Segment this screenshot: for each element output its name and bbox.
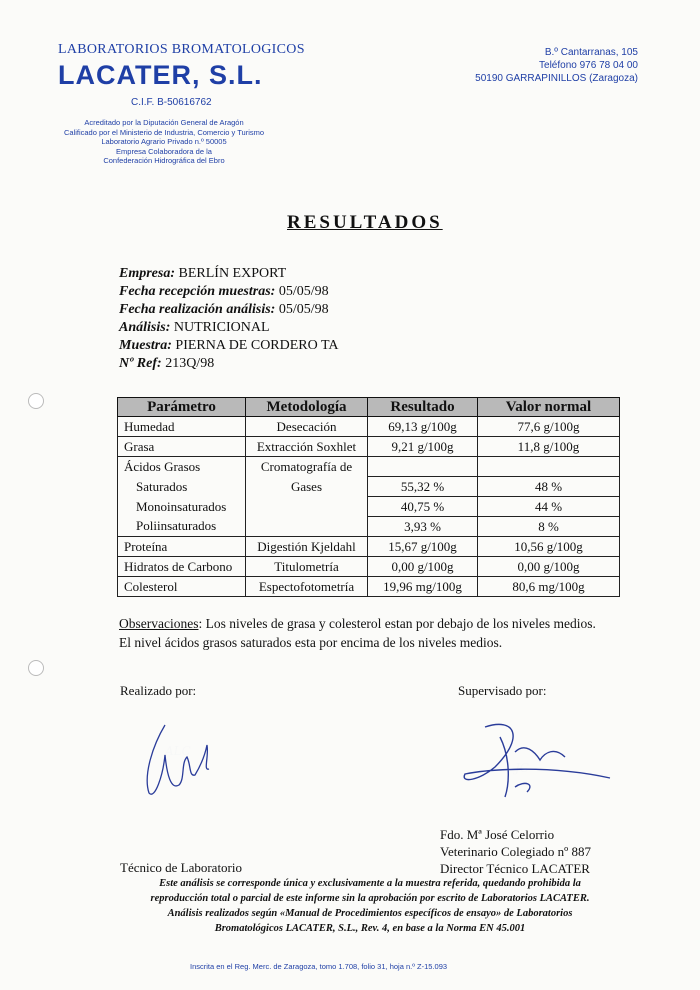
- punch-hole: [28, 660, 44, 676]
- signature-right-text: [512, 761, 529, 775]
- legal-line: Bromatológicos LACATER, S.L., Rev. 4, en base a la Norma EN 45.001: [214, 923, 526, 934]
- supervisor-role: Director Técnico LACATER: [440, 861, 590, 876]
- info-label: Fecha recepción muestras:: [119, 284, 276, 299]
- info-empresa: [119, 266, 286, 282]
- lab-name: LABORATORIOS BROMATOLOGICOS: [58, 42, 305, 57]
- table-row: [118, 457, 620, 477]
- table-row: [118, 477, 620, 497]
- legal-line: reproducción total o parcial de este informe sin la aprobación por escrito de Laboratorios LACATER.: [150, 893, 590, 904]
- table-row: [118, 557, 620, 577]
- legal-line: Análisis realizados según «Manual de Procedimientos específicos de ensayo» de Laboratorios: [167, 908, 573, 919]
- company-name: LACATER, S.L.: [58, 60, 263, 90]
- cell-metodologia: Gases: [246, 477, 368, 497]
- header-parametro: Parámetro: [118, 398, 246, 417]
- results-table: [117, 397, 620, 597]
- observations-text-2: El nivel ácidos grasos saturados esta por encima de los niveles medios.: [119, 635, 503, 650]
- cell-parametro: Hidratos de Carbono: [118, 557, 246, 577]
- cell-parametro: Saturados: [118, 477, 246, 497]
- accreditation-line: Calificado por el Ministerio de Industria, Comercio y Turismo: [63, 127, 265, 137]
- cell-parametro: Colesterol: [118, 577, 246, 597]
- info-fecha-recepcion: [119, 284, 329, 300]
- table-row: [118, 537, 620, 557]
- info-analisis: [119, 320, 270, 336]
- cell-metodologia: Digestión Kjeldahl: [246, 537, 368, 557]
- cell-parametro: Monoinsaturados: [118, 497, 246, 517]
- table-row: [118, 437, 620, 457]
- accreditation-line: Empresa Colaboradora de la: [116, 146, 212, 156]
- supervisor-colegiado: Veterinario Colegiado nº 887: [440, 844, 591, 859]
- cell-valor-normal: 77,6 g/100g: [478, 417, 620, 437]
- cell-resultado: [368, 457, 478, 477]
- registry-line: Inscrita en el Reg. Merc. de Zaragoza, tomo 1.708, folio 31, hoja n.º Z-15.093: [190, 962, 448, 971]
- cell-parametro: Humedad: [118, 417, 246, 437]
- accreditation-line: Acreditado por la Diputación General de Aragón: [84, 118, 244, 127]
- cell-resultado: 55,32 %: [368, 477, 478, 497]
- cell-parametro: Proteína: [118, 537, 246, 557]
- address-block: [475, 46, 638, 85]
- observations: [119, 614, 629, 652]
- accreditation-line: Confederación Hidrográfica del Ebro: [103, 156, 225, 165]
- cell-valor-normal: 80,6 mg/100g: [478, 577, 620, 597]
- cell-resultado: 3,93 %: [368, 517, 478, 537]
- header-valor-normal: Valor normal: [478, 398, 620, 417]
- table-row: [118, 577, 620, 597]
- table-row: [118, 417, 620, 437]
- supervisor-block: [440, 826, 591, 877]
- info-label: Análisis:: [119, 320, 171, 335]
- legal-line: Este análisis se corresponde única y exclusivamente a la muestra referida, quedando prohibida la: [159, 878, 581, 889]
- table-row: [118, 517, 620, 537]
- cell-valor-normal: 44 %: [478, 497, 620, 517]
- info-value: 05/05/98: [278, 302, 329, 317]
- legal-notice: [100, 876, 640, 936]
- cell-valor-normal: 11,8 g/100g: [478, 437, 620, 457]
- page-title: RESULTADOS: [287, 212, 443, 233]
- cell-valor-normal: 0,00 g/100g: [478, 557, 620, 577]
- info-value: 213Q/98: [165, 356, 215, 371]
- info-referencia: [119, 356, 214, 372]
- cell-parametro: Grasa: [118, 437, 246, 457]
- info-label: Nº Ref:: [119, 356, 162, 371]
- city-line: 50190 GARRAPINILLOS (Zaragoza): [475, 73, 638, 84]
- cell-metodologia: Cromatografía de: [246, 457, 368, 477]
- header-metodologia: Metodología: [246, 398, 368, 417]
- header-resultado: Resultado: [368, 398, 478, 417]
- cell-resultado: 9,21 g/100g: [368, 437, 478, 457]
- info-value: BERLÍN EXPORT: [178, 266, 287, 281]
- phone-line: Teléfono 976 78 04 00: [539, 60, 638, 71]
- signature-left-stroke: [147, 725, 209, 794]
- cell-valor-normal: [478, 457, 620, 477]
- cell-metodologia: Titulometría: [246, 557, 368, 577]
- info-fecha-analisis: [119, 302, 329, 318]
- address-line: B.º Cantarranas, 105: [544, 47, 638, 58]
- supervisor-name: Fdo. Mª José Celorrio: [440, 827, 555, 842]
- cell-parametro: Poliinsaturados: [118, 517, 246, 537]
- info-value: PIERNA DE CORDERO TA: [175, 338, 339, 353]
- cell-metodologia: Desecación: [246, 417, 368, 437]
- signature-right-stroke: [464, 724, 610, 797]
- realizado-label: Realizado por:: [120, 683, 197, 698]
- cif: C.I.F. B-50616762: [131, 97, 212, 108]
- cell-valor-normal: 8 %: [478, 517, 620, 537]
- supervisado-label: Supervisado por:: [458, 683, 547, 698]
- cell-valor-normal: 48 %: [478, 477, 620, 497]
- technician-role: Técnico de Laboratorio: [120, 860, 242, 875]
- signature-left: [135, 705, 225, 805]
- cell-resultado: 0,00 g/100g: [368, 557, 478, 577]
- info-value: 05/05/98: [278, 284, 329, 299]
- info-muestra: [119, 338, 339, 354]
- info-label: Fecha realización análisis:: [119, 302, 276, 317]
- info-label: Empresa:: [119, 266, 175, 281]
- observations-line-1: [119, 614, 629, 633]
- cell-resultado: 19,96 mg/100g: [368, 577, 478, 597]
- info-value: NUTRICIONAL: [173, 320, 270, 335]
- cell-metodologia: [246, 517, 368, 537]
- cell-resultado: 69,13 g/100g: [368, 417, 478, 437]
- cell-valor-normal: 10,56 g/100g: [478, 537, 620, 557]
- cell-metodologia: [246, 497, 368, 517]
- table-row: [118, 497, 620, 517]
- signature-left-text: [164, 744, 191, 758]
- cell-metodologia: Espectofotometría: [246, 577, 368, 597]
- info-label: Muestra:: [119, 338, 172, 353]
- punch-hole: [28, 393, 44, 409]
- accreditation-line: Laboratorio Agrario Privado n.º 50005: [101, 137, 227, 146]
- observations-label: Observaciones: [119, 616, 199, 631]
- observations-text-1: : Los niveles de grasa y colesterol estan por debajo de los niveles medios.: [198, 616, 596, 631]
- cell-resultado: 40,75 %: [368, 497, 478, 517]
- cell-resultado: 15,67 g/100g: [368, 537, 478, 557]
- cell-metodologia: Extracción Soxhlet: [246, 437, 368, 457]
- signature-right: [455, 712, 625, 812]
- cell-parametro: Ácidos Grasos: [118, 457, 246, 477]
- table-header-row: [118, 398, 620, 417]
